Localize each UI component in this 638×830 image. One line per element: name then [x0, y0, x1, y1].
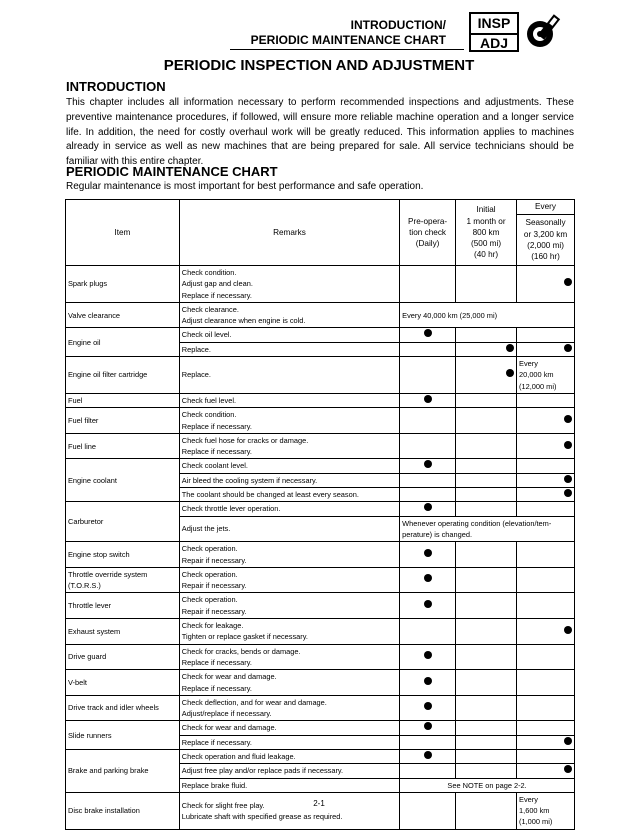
table-row	[66, 721, 575, 735]
check-dot	[424, 395, 432, 403]
header-initial-period: 1 month or 800 km (500 mi) (40 hr)	[466, 216, 506, 260]
intro-heading: INTRODUCTION	[66, 79, 166, 94]
remarks-cell: Check throttle lever operation.	[179, 502, 399, 516]
check-dot	[506, 369, 514, 377]
item-cell: Throttle lever	[66, 593, 180, 619]
item-cell: Disc brake installation	[66, 792, 180, 829]
item-cell: Fuel	[66, 393, 180, 407]
table-row	[66, 302, 575, 328]
page-title: PERIODIC INSPECTION AND ADJUSTMENT	[163, 57, 475, 74]
check-dot	[424, 329, 432, 337]
header-pre-operation: Pre-opera- tion check (Daily)	[400, 200, 456, 266]
span-cell: Whenever operating condition (elevation/tem- perature) is changed.	[400, 516, 575, 542]
header-initial-label: Initial	[476, 205, 496, 215]
span-cell: Every 40,000 km (25,000 mi)	[400, 302, 575, 328]
item-cell: Throttle override system (T.O.R.S.)	[66, 567, 180, 593]
maintenance-chart-table	[65, 199, 575, 830]
header-every-label: Every	[517, 200, 575, 215]
badge-bottom: ADJ	[479, 35, 508, 51]
remarks-cell: Check deflection, and for wear and damage. Adjust/replace if necessary.	[179, 695, 399, 721]
remarks-cell: Adjust the jets.	[179, 516, 399, 542]
span-cell: See NOTE on page 2-2.	[400, 778, 575, 792]
check-dot	[564, 765, 572, 773]
check-dot	[424, 503, 432, 511]
check-dot	[564, 737, 572, 745]
check-dot	[564, 626, 572, 634]
item-cell: Drive guard	[66, 644, 180, 670]
remarks-cell: Check for wear and damage. Replace if necessary.	[179, 670, 399, 696]
header-remarks: Remarks	[179, 200, 399, 266]
remarks-cell: Replace.	[179, 357, 399, 394]
section-title-line1: INTRODUCTION/	[350, 18, 446, 32]
insp-adj-badge	[469, 12, 519, 52]
item-cell: Spark plugs	[66, 266, 180, 303]
check-dot	[564, 489, 572, 497]
remarks-cell: Check fuel hose for cracks or damage. Replace if necessary.	[179, 433, 399, 459]
table-row	[66, 357, 575, 394]
item-cell: Fuel filter	[66, 408, 180, 434]
table-row	[66, 567, 575, 593]
page-header	[0, 0, 638, 56]
chart-heading: PERIODIC MAINTENANCE CHART	[66, 164, 278, 179]
table-row	[66, 502, 575, 516]
table-row	[66, 266, 575, 303]
remarks-cell: Adjust free play and/or replace pads if necessary.	[179, 764, 399, 778]
item-cell: Engine oil	[66, 328, 180, 357]
remarks-cell: Check coolant level.	[179, 459, 399, 473]
table-row	[66, 792, 575, 829]
item-cell: Exhaust system	[66, 619, 180, 645]
remarks-cell: Check clearance. Adjust clearance when engine is cold.	[179, 302, 399, 328]
item-cell: Carburetor	[66, 502, 180, 542]
item-cell: Fuel line	[66, 433, 180, 459]
page-number: 2-1	[313, 799, 325, 808]
wrench-gauge-icon	[523, 10, 567, 54]
remarks-cell: Check operation and fluid leakage.	[179, 749, 399, 763]
section-title-line2: PERIODIC MAINTENANCE CHART	[250, 33, 446, 47]
remarks-cell: Check fuel level.	[179, 393, 399, 407]
check-dot	[424, 702, 432, 710]
remarks-cell: Replace brake fluid.	[179, 778, 399, 792]
check-dot	[424, 460, 432, 468]
header-item: Item	[66, 200, 180, 266]
remarks-cell: The coolant should be changed at least every season.	[179, 488, 399, 502]
remarks-cell: Check for leakage. Tighten or replace gasket if necessary.	[179, 619, 399, 645]
check-dot	[424, 751, 432, 759]
table-row	[66, 542, 575, 568]
header-rule	[230, 49, 464, 50]
check-dot	[564, 278, 572, 286]
check-dot	[424, 722, 432, 730]
item-cell: Engine coolant	[66, 459, 180, 502]
table-row	[66, 328, 575, 342]
item-cell: Slide runners	[66, 721, 180, 750]
table-row	[66, 433, 575, 459]
remarks-cell: Check condition. Adjust gap and clean. Replace if necessary.	[179, 266, 399, 303]
remarks-cell: Check oil level.	[179, 328, 399, 342]
table-row	[66, 593, 575, 619]
every-cell: Every 1,600 km (1,000 mi)	[517, 792, 575, 829]
table-row	[66, 670, 575, 696]
table-row	[66, 619, 575, 645]
item-cell: Brake and parking brake	[66, 749, 180, 792]
remarks-cell: Check for cracks, bends or damage. Replace if necessary.	[179, 644, 399, 670]
intro-paragraph: This chapter includes all information necessary to perform recommended inspections and adjustments. These preventive maintenance procedures, if followed, will ensure more reliable machine operation and a longer service life. In addition, the need for costly overhaul work will be greatly reduced. This information applies to machines already in service as well as new machines that are being prepared for sale. All service technicians should be familiar with this entire chapter.	[66, 97, 574, 168]
remarks-cell: Check operation. Repair if necessary.	[179, 593, 399, 619]
remarks-cell: Replace.	[179, 342, 399, 356]
check-dot	[506, 344, 514, 352]
item-cell: Drive track and idler wheels	[66, 695, 180, 721]
remarks-cell: Check operation. Repair if necessary.	[179, 567, 399, 593]
item-cell: Engine oil filter cartridge	[66, 357, 180, 394]
item-cell: Valve clearance	[66, 302, 180, 328]
remarks-cell: Check operation. Repair if necessary.	[179, 542, 399, 568]
check-dot	[564, 441, 572, 449]
table-row	[66, 408, 575, 434]
table-row	[66, 459, 575, 473]
table-row	[66, 644, 575, 670]
remarks-cell: Check for wear and damage.	[179, 721, 399, 735]
item-cell: Engine stop switch	[66, 542, 180, 568]
item-cell: V-belt	[66, 670, 180, 696]
chart-subtext: Regular maintenance is most important for best performance and safe operation.	[66, 181, 424, 192]
remarks-cell: Check for slight free play. Lubricate shaft with specified grease as required.	[179, 792, 399, 829]
check-dot	[564, 344, 572, 352]
table-header-row	[66, 200, 575, 215]
badge-top: INSP	[471, 14, 517, 35]
remarks-cell: Replace if necessary.	[179, 735, 399, 749]
table-row	[66, 695, 575, 721]
header-every-period: Seasonally or 3,200 km (2,000 mi) (160 hr)	[517, 215, 575, 266]
remarks-cell: Check condition. Replace if necessary.	[179, 408, 399, 434]
check-dot	[424, 574, 432, 582]
table-row	[66, 749, 575, 763]
table-row	[66, 393, 575, 407]
check-dot	[424, 549, 432, 557]
every-cell: Every 20,000 km (12,000 mi)	[517, 357, 575, 394]
check-dot	[564, 415, 572, 423]
remarks-cell: Air bleed the cooling system if necessary.	[179, 473, 399, 487]
check-dot	[424, 651, 432, 659]
check-dot	[424, 677, 432, 685]
check-dot	[424, 600, 432, 608]
check-dot	[564, 475, 572, 483]
header-initial	[456, 200, 517, 266]
